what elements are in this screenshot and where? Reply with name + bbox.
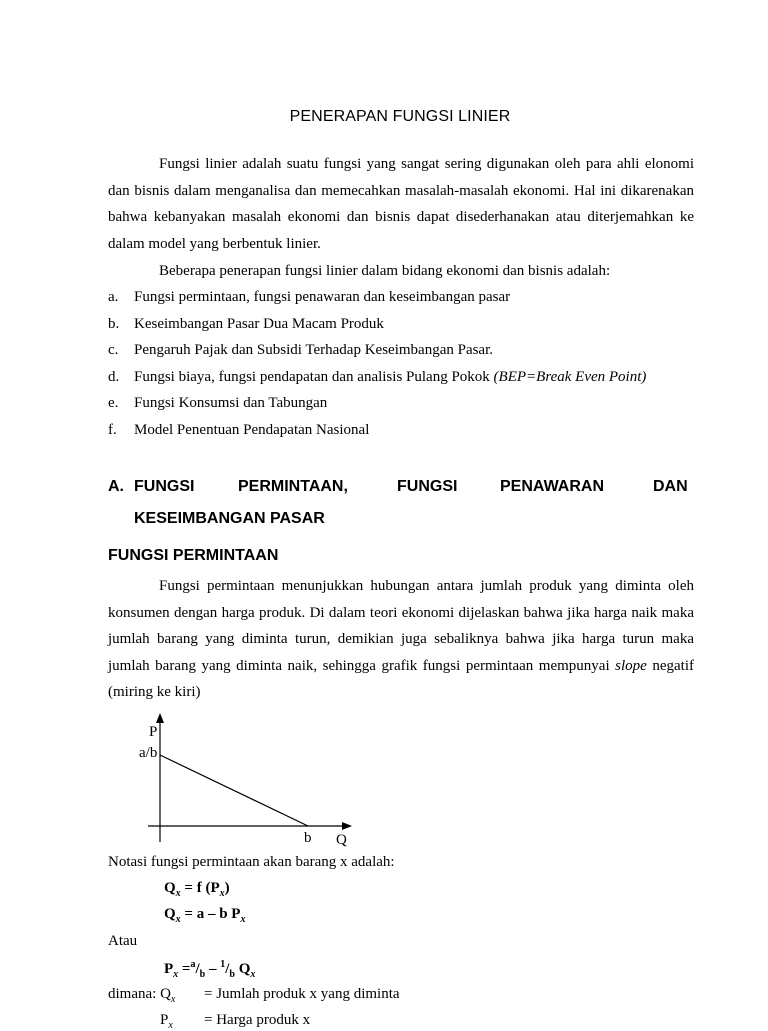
intro-paragraph-2: Beberapa penerapan fungsi linier dalam bidang ekonomi dan bisnis adalah: (159, 263, 611, 279)
dimana-qx (108, 986, 175, 1005)
list-item-italic: (BEP=Break Even Point) (493, 369, 647, 385)
section-a-word: FUNGSI (134, 478, 195, 495)
eq-sub: b (229, 969, 235, 980)
section-a-label: A. (108, 478, 124, 495)
notation-text: Notasi fungsi permintaan akan barang x adalah: (108, 854, 395, 870)
x-intercept-label: b (304, 830, 312, 846)
dimana-sub: x (168, 1020, 173, 1031)
eq-sub: x (250, 969, 256, 980)
equation-1 (164, 880, 230, 899)
document-title: PENERAPAN FUNGSI LINIER (289, 108, 511, 125)
list-item-letter: b. (108, 316, 120, 332)
section-a-line2: KESEIMBANGAN PASAR (134, 510, 325, 527)
eq-slash: / (195, 961, 200, 977)
eq-equals: = (178, 961, 191, 977)
section-a-word: PENAWARAN (500, 478, 605, 495)
eq-end: ) (224, 880, 230, 896)
list-item-text: Keseimbangan Pasar Dua Macam Produk (134, 316, 384, 332)
eq-sup: a (190, 959, 196, 970)
y-axis-arrow (156, 713, 164, 723)
eq-minus: – (205, 961, 221, 977)
list-item-text (134, 369, 646, 386)
eq-mid: = a – b P (180, 906, 241, 922)
y-axis-label: P (149, 724, 158, 740)
eq-mid: = f (P (180, 880, 220, 896)
eq-q: Q (164, 906, 176, 922)
x-axis-label: Q (336, 832, 347, 848)
equation-3 (164, 959, 255, 980)
dimana-label: dimana: Q (108, 986, 171, 1002)
list-item-text: Model Penentuan Pendapatan Nasional (134, 422, 370, 438)
list-item-plain: Fungsi biaya, fungsi pendapatan dan analisis Pulang Pokok (134, 369, 494, 385)
y-intercept-label: a/b (139, 745, 158, 761)
dimana-px (160, 1012, 173, 1031)
eq-q: Q (234, 961, 251, 977)
demand-text-italic: slope (615, 657, 647, 674)
demand-curve-graph (130, 705, 370, 855)
eq-q: Q (164, 880, 176, 896)
demand-paragraph (108, 573, 694, 706)
eq-sub: b (199, 969, 206, 980)
eq-sup: 1 (220, 959, 226, 970)
subheading-fungsi-permintaan: FUNGSI PERMINTAAN (108, 547, 279, 564)
dimana-desc-1: = Jumlah produk x yang diminta (204, 986, 400, 1002)
eq-sub: x (240, 914, 246, 925)
list-item-letter: a. (108, 289, 119, 305)
list-item-text: Fungsi Konsumsi dan Tabungan (134, 395, 328, 411)
eq-sub: x (175, 914, 181, 925)
eq-slash: / (225, 961, 230, 977)
intro-paragraph-1: Fungsi linier adalah suatu fungsi yang sangat sering digunakan oleh para ahli elonomi dan bisnis dalam menganalisa dan memecahkan masalah-masalah ekonomi. Hal ini dikarenakan bahwa kebanyakan masalah ekonomi dan bisnis dapat disederhanakan atau diterjemahkan ke dalam model yang berbentuk linier. (108, 156, 694, 252)
list-item-letter: e. (108, 395, 119, 411)
section-a-word: DAN (653, 478, 688, 495)
list-item-letter: c. (108, 342, 119, 358)
demand-line (160, 755, 308, 826)
eq-sub: x (219, 888, 225, 899)
dimana-sub: x (170, 994, 176, 1005)
list-item-letter: f. (108, 422, 117, 438)
eq-sub: x (175, 888, 181, 899)
dimana-desc-2: = Harga produk x (204, 1012, 311, 1028)
list-item-text: Pengaruh Pajak dan Subsidi Terhadap Keseimbangan Pasar. (134, 342, 494, 358)
eq-p: P (164, 961, 174, 977)
x-axis-arrow (342, 822, 352, 830)
list-item-text: Fungsi permintaan, fungsi penawaran dan keseimbangan pasar (134, 289, 511, 305)
section-a-word: PERMINTAAN, (238, 478, 348, 495)
demand-text-after: negatif (miring ke kiri) (108, 657, 694, 701)
section-a-word: FUNGSI (397, 478, 458, 495)
eq-sub: x (173, 969, 179, 980)
equation-2 (164, 906, 245, 925)
demand-text-before: Fungsi permintaan menunjukkan hubungan antara jumlah produk yang diminta oleh konsumen dengan harga produk. Di dalam teori ekonomi dijelaskan bahwa jika harga naik maka jumlah barang yang diminta turun, demikian juga sebaliknya bahwa jika harga turun maka jumlah barang yang diminta naik, sehingga grafik fungsi permintaan mempunyai (108, 578, 694, 674)
atau-text: Atau (108, 933, 138, 949)
dimana-p-label: P (160, 1012, 169, 1028)
list-item-letter: d. (108, 369, 120, 385)
